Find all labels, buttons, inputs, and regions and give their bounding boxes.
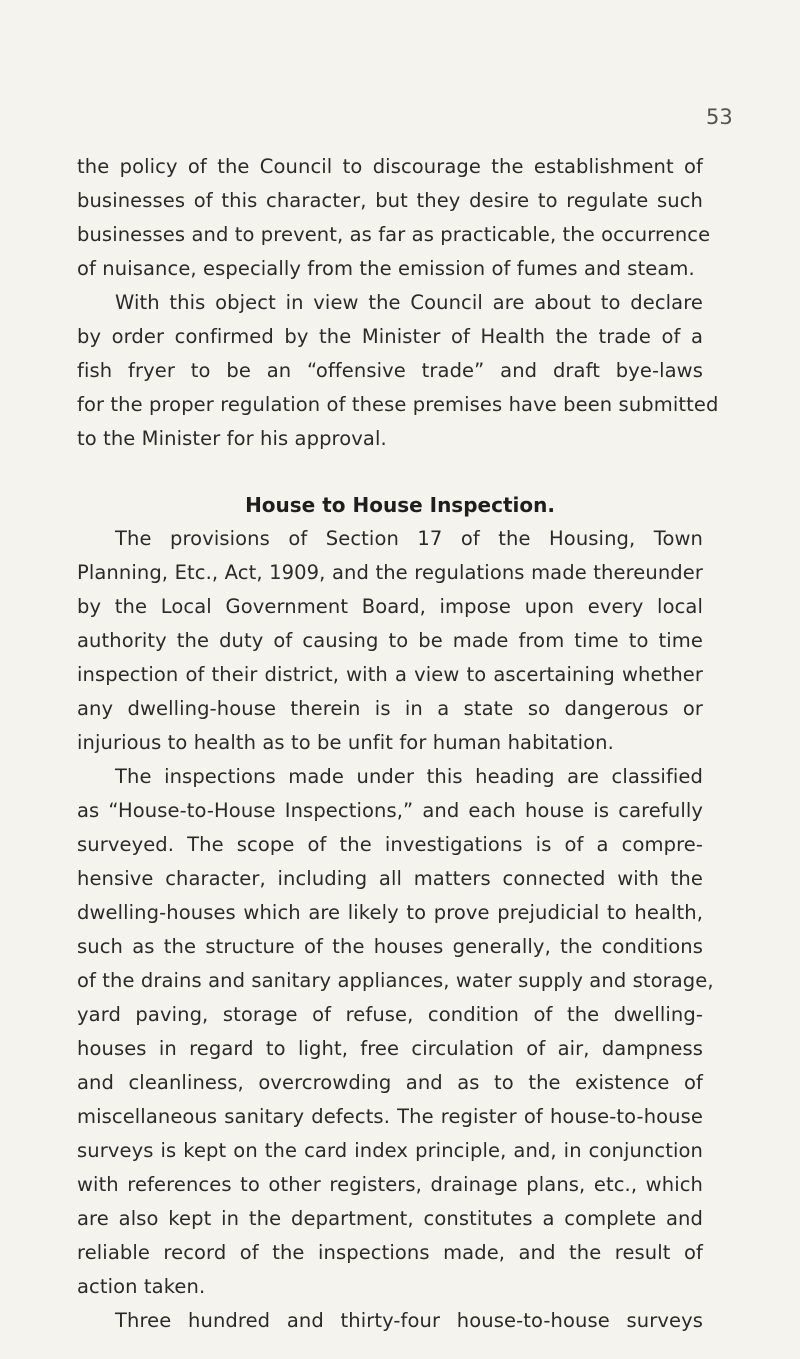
- paragraph-line: businesses of this character, but they desire to regulate such: [77, 189, 703, 212]
- paragraph-line: The inspections made under this heading are classified: [115, 765, 703, 788]
- paragraph-line: surveys is kept on the card index principle, and, in conjunction: [77, 1139, 703, 1162]
- paragraph-line: such as the structure of the houses generally, the conditions: [77, 935, 703, 958]
- paragraph-line: dwelling-houses which are likely to prove prejudicial to health,: [77, 901, 703, 924]
- paragraph-line: by the Local Government Board, impose upon every local: [77, 595, 703, 618]
- paragraph-line: hensive character, including all matters connected with the: [77, 867, 703, 890]
- paragraph-line: the policy of the Council to discourage the establishment of: [77, 155, 703, 178]
- paragraph-line: authority the duty of causing to be made from time to time: [77, 629, 703, 652]
- paragraph-line: for the proper regulation of these premises have been submitted: [77, 393, 719, 416]
- paragraph-line: Three hundred and thirty-four house-to-house surveys: [115, 1309, 703, 1332]
- paragraph-line: with references to other registers, drainage plans, etc., which: [77, 1173, 703, 1196]
- paragraph-line: of the drains and sanitary appliances, water supply and storage,: [77, 969, 714, 992]
- paragraph-line: miscellaneous sanitary defects. The register of house-to-house: [77, 1105, 703, 1128]
- paragraph-line: reliable record of the inspections made, and the result of: [77, 1241, 703, 1264]
- paragraph-line: and cleanliness, overcrowding and as to the existence of: [77, 1071, 703, 1094]
- paragraph-line: to the Minister for his approval.: [77, 427, 387, 450]
- paragraph-line: by order confirmed by the Minister of Health the trade of a: [77, 325, 703, 348]
- paragraph-line: as “House-to-House Inspections,” and each house is carefully: [77, 799, 703, 822]
- paragraph-line: fish fryer to be an “offensive trade” and draft bye-laws: [77, 359, 703, 382]
- paragraph-line: The provisions of Section 17 of the Housing, Town: [115, 527, 703, 550]
- paragraph-line: action taken.: [77, 1275, 206, 1298]
- paragraph-line: yard paving, storage of refuse, condition of the dwelling-: [77, 1003, 703, 1026]
- paragraph-line: injurious to health as to be unfit for human habitation.: [77, 731, 614, 754]
- paragraph-line: surveyed. The scope of the investigations is of a compre-: [77, 833, 703, 856]
- paragraph-line: of nuisance, especially from the emission of fumes and steam.: [77, 257, 695, 280]
- paragraph-line: Planning, Etc., Act, 1909, and the regulations made thereunder: [77, 561, 703, 584]
- section-heading: House to House Inspection.: [245, 493, 555, 517]
- page-number: 53: [706, 105, 733, 129]
- paragraph-line: inspection of their district, with a view to ascertaining whether: [77, 663, 703, 686]
- paragraph-line: any dwelling-house therein is in a state so dangerous or: [77, 697, 703, 720]
- paragraph-line: houses in regard to light, free circulation of air, dampness: [77, 1037, 703, 1060]
- paragraph-line: are also kept in the department, constitutes a complete and: [77, 1207, 703, 1230]
- paragraph-line: businesses and to prevent, as far as practicable, the occurrence: [77, 223, 711, 246]
- paragraph-line: With this object in view the Council are about to declare: [115, 291, 703, 314]
